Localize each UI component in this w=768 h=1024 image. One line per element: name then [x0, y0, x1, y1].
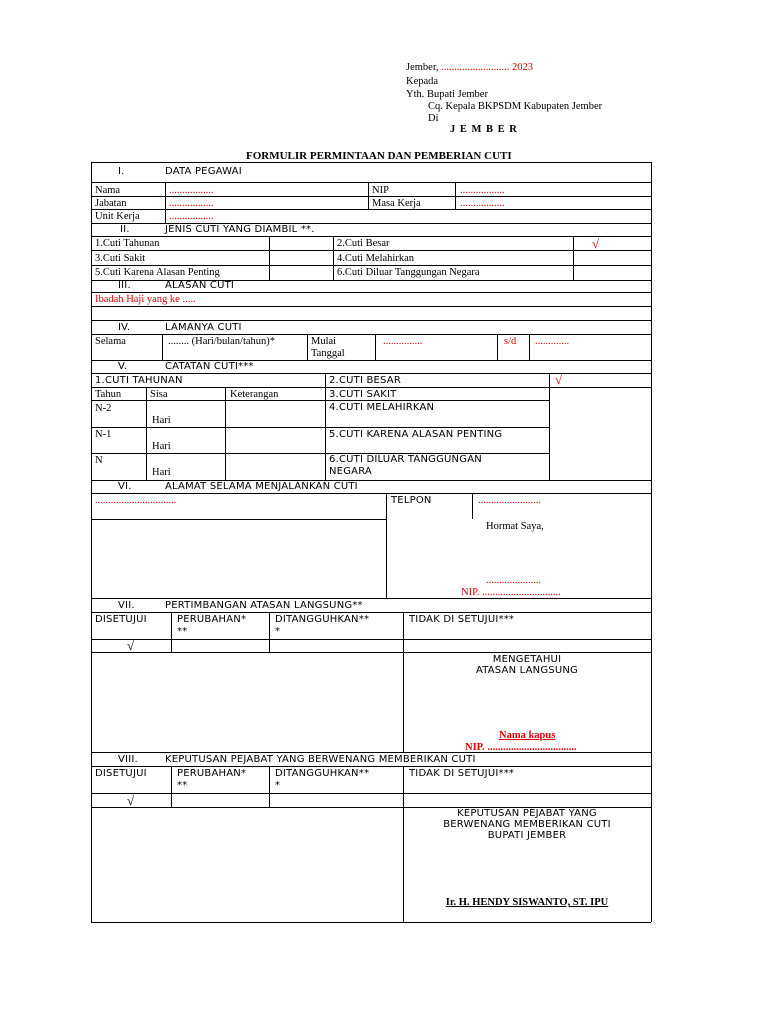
label-cuti-besar: 2.CUTI BESAR: [329, 375, 401, 386]
check-mark[interactable]: √: [592, 236, 600, 251]
label-telpon: TELPON: [391, 495, 432, 506]
label-nip: NIP: [372, 185, 389, 196]
check-mark[interactable]: √: [127, 638, 135, 653]
check-mark[interactable]: √: [555, 372, 563, 387]
option-cuti-sakit: 3.Cuti Sakit: [95, 253, 146, 264]
col-disetujui: DISETUJUI: [95, 768, 147, 779]
label-mulai: Mulai: [311, 336, 337, 347]
label-tanggal: Tanggal: [311, 348, 345, 359]
section-number: V.: [118, 361, 128, 372]
section-number: VI.: [118, 481, 132, 492]
section-title: ALASAN CUTI: [165, 280, 235, 291]
nip-pemohon[interactable]: NIP. ..............................: [461, 587, 561, 598]
field-unit-kerja[interactable]: .................: [169, 211, 214, 222]
col-ditangguhkan-note: *: [275, 626, 281, 637]
row-hari: Hari: [152, 441, 171, 452]
signature-line: .....................: [486, 575, 542, 586]
section-number: II.: [120, 224, 130, 235]
label-cuti-sakit: 3.CUTI SAKIT: [329, 389, 397, 400]
col-keterangan: Keterangan: [230, 389, 279, 400]
mengetahui: MENGETAHUI: [492, 654, 562, 665]
label-cuti-alasan-penting: 5.CUTI KARENA ALASAN PENTING: [329, 429, 503, 440]
section-number: VIII.: [118, 754, 138, 765]
section-number: IV.: [118, 322, 131, 333]
col-tahun: Tahun: [95, 389, 122, 400]
nip-atasan: NIP. ..................................: [465, 742, 577, 753]
col-perubahan-note: **: [177, 780, 188, 791]
option-cuti-besar: 2.Cuti Besar: [337, 238, 390, 249]
option-cuti-tahunan: 1.Cuti Tahunan: [95, 238, 160, 249]
field-alamat[interactable]: ...............................: [95, 495, 177, 506]
label-unit-kerja: Unit Kerja: [95, 211, 140, 222]
field-nama[interactable]: .................: [169, 185, 214, 196]
atasan-langsung: ATASAN LANGSUNG: [475, 665, 579, 676]
section-title: KEPUTUSAN PEJABAT YANG BERWENANG MEMBERIKAN CUTI: [165, 754, 476, 765]
section-title: ALAMAT SELAMA MENJALANKAN CUTI: [165, 481, 358, 492]
section-title: CATATAN CUTI***: [165, 361, 254, 372]
section-number: III.: [118, 280, 131, 291]
row-label: N-1: [95, 429, 112, 440]
col-sisa: Sisa: [150, 389, 168, 400]
section-title: PERTIMBANGAN ATASAN LANGSUNG**: [165, 600, 363, 611]
label-negara: NEGARA: [329, 466, 372, 477]
col-tidak-disetujui: TIDAK DI SETUJUI***: [409, 768, 515, 779]
option-cuti-alasan-penting: 5.Cuti Karena Alasan Penting: [95, 267, 220, 278]
label-cuti-diluar-tanggungan: 6.CUTI DILUAR TANGGUNGAN: [329, 454, 482, 465]
label-cuti-tahunan: 1.CUTI TAHUNAN: [95, 375, 183, 386]
keputusan-line-2: BERWENANG MEMBERIKAN CUTI: [443, 819, 611, 830]
option-cuti-diluar-tanggungan: 6.Cuti Diluar Tanggungan Negara: [337, 267, 480, 278]
col-ditangguhkan: DITANGGUHKAN**: [275, 768, 370, 779]
form-title: FORMULIR PERMINTAAN DAN PEMBERIAN CUTI: [246, 150, 512, 162]
date-dots: ..........................: [441, 62, 510, 73]
keputusan-line-3: BUPATI JEMBER: [487, 830, 567, 841]
label-cuti-melahirkan: 4.CUTI MELAHIRKAN: [329, 402, 435, 413]
label-selama: Selama: [95, 336, 126, 347]
label-masa-kerja: Masa Kerja: [372, 198, 421, 209]
date-line: [406, 62, 533, 73]
field-masa-kerja[interactable]: .................: [460, 198, 505, 209]
official-name: Ir. H. HENDY SISWANTO, ST. IPU: [445, 897, 609, 908]
label-jabatan: Jabatan: [95, 198, 127, 209]
col-perubahan-note: **: [177, 626, 188, 637]
field-durasi[interactable]: ........ (Hari/bulan/tahun)*: [168, 336, 276, 347]
recipient: Yth. Bupati Jember: [406, 89, 488, 100]
keputusan-line-1: KEPUTUSAN PEJABAT YANG: [457, 808, 597, 819]
nama-kapus: Nama kapus: [499, 730, 556, 741]
section-number: I.: [118, 166, 125, 177]
field-jabatan[interactable]: .................: [169, 198, 214, 209]
year: 2023: [512, 62, 534, 73]
section-title: JENIS CUTI YANG DIAMBIL **.: [165, 224, 315, 235]
field-nip[interactable]: .................: [460, 185, 505, 196]
col-perubahan: PERUBAHAN*: [177, 768, 247, 779]
section-title: LAMANYA CUTI: [165, 322, 242, 333]
option-cuti-melahirkan: 4.Cuti Melahirkan: [337, 253, 414, 264]
label-nama: Nama: [95, 185, 121, 196]
label-sd: s/d: [504, 336, 517, 347]
field-tanggal-selesai[interactable]: .............: [535, 336, 570, 347]
kepada: Kepada: [406, 76, 439, 87]
col-ditangguhkan-note: *: [275, 780, 281, 791]
col-perubahan: PERUBAHAN*: [177, 614, 247, 625]
col-ditangguhkan: DITANGGUHKAN**: [275, 614, 370, 625]
section-title: DATA PEGAWAI: [165, 166, 242, 177]
field-telpon[interactable]: ........................: [478, 495, 541, 506]
col-tidak-disetujui: TIDAK DI SETUJUI***: [409, 614, 515, 625]
col-disetujui: DISETUJUI: [95, 614, 147, 625]
row-label: N-2: [95, 403, 112, 414]
recipient-cq: Cq. Kepala BKPSDM Kabupaten Jember: [428, 101, 603, 112]
destination-city: J E M B E R: [450, 124, 518, 135]
city: Jember,: [406, 62, 439, 73]
row-label: N: [95, 455, 103, 466]
di: Di: [428, 113, 439, 124]
section-number: VII.: [118, 600, 135, 611]
check-mark[interactable]: √: [127, 793, 135, 808]
field-tanggal-mulai[interactable]: ...............: [383, 336, 423, 347]
row-hari: Hari: [152, 467, 171, 478]
row-hari: Hari: [152, 415, 171, 426]
hormat-saya: Hormat Saya,: [486, 521, 544, 532]
field-alasan[interactable]: Ibadah Haji yang ke .....: [95, 294, 196, 305]
